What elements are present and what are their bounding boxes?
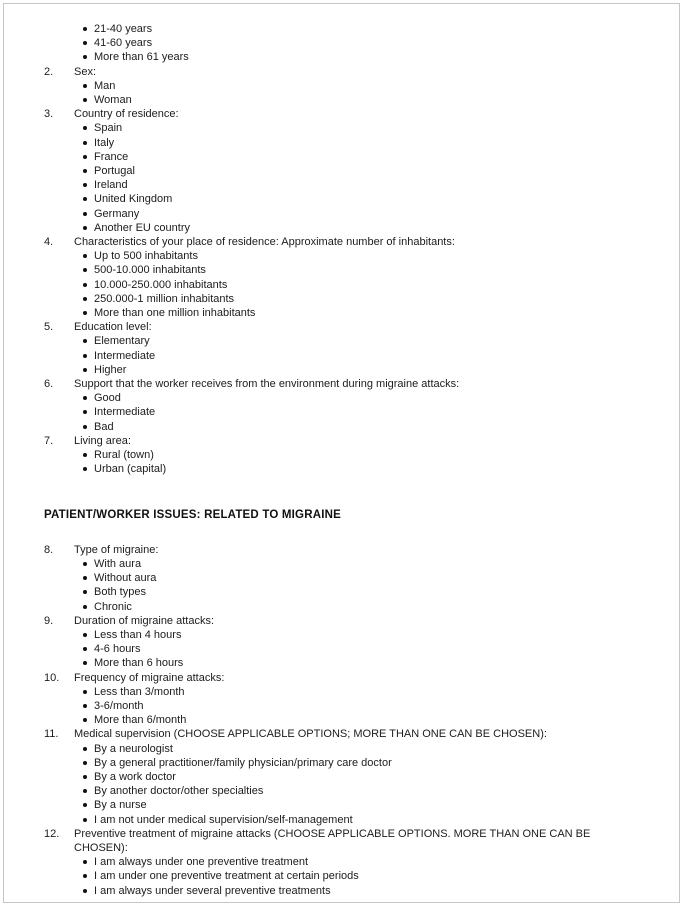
question-number: 5. xyxy=(44,321,54,334)
option-item xyxy=(82,713,649,727)
option-item xyxy=(82,448,649,462)
question-item xyxy=(44,727,649,741)
option-text: Germany xyxy=(94,207,140,220)
option-text: By another doctor/other specialties xyxy=(94,785,264,798)
question-item xyxy=(44,235,649,249)
option-item xyxy=(82,557,649,571)
option-text: 250.000-1 million inhabitants xyxy=(94,292,235,305)
option-item xyxy=(82,192,649,206)
question-item xyxy=(44,543,649,557)
option-text: 500-10.000 inhabitants xyxy=(94,264,206,277)
question-item xyxy=(44,614,649,628)
question-number: 2. xyxy=(44,65,54,78)
option-item xyxy=(82,798,649,812)
question-text: Type of migraine: xyxy=(74,543,159,556)
section-heading: PATIENT/WORKER ISSUES: RELATED TO MIGRAINE xyxy=(44,508,341,521)
option-item xyxy=(82,600,649,614)
option-text: Higher xyxy=(94,363,127,376)
option-item xyxy=(82,585,649,599)
option-text: Bad xyxy=(94,420,114,433)
question-item xyxy=(44,320,649,334)
question-text: Support that the worker receives from the environment during migraine attacks: xyxy=(74,378,460,391)
option-item xyxy=(82,462,649,476)
question-number: 3. xyxy=(44,108,54,121)
option-item xyxy=(82,121,649,135)
question-number: 6. xyxy=(44,378,54,391)
option-text: I am not under medical supervision/self-management xyxy=(94,813,353,826)
question-text: Preventive treatment of migraine attacks (CHOOSE APPLICABLE OPTIONS. MORE THAN ONE CAN BE CHOSEN): xyxy=(74,827,591,854)
option-text: Both types xyxy=(94,586,146,599)
option-text: By a general practitioner/family physician/primary care doctor xyxy=(94,756,392,769)
option-item xyxy=(82,93,649,107)
question-number: 10. xyxy=(44,671,60,684)
option-item xyxy=(82,391,649,405)
option-text: Spain xyxy=(94,122,123,135)
option-item xyxy=(82,770,649,784)
option-text: I am always under one preventive treatment xyxy=(94,856,309,869)
option-text: France xyxy=(94,150,129,163)
question-text: Characteristics of your place of residence: Approximate number of inhabitants: xyxy=(74,236,455,249)
option-text: More than 6 hours xyxy=(94,657,184,670)
question-item xyxy=(44,107,649,121)
option-item xyxy=(82,36,649,50)
option-item xyxy=(82,699,649,713)
question-number: 9. xyxy=(44,614,54,627)
option-item xyxy=(82,278,649,292)
option-item xyxy=(82,150,649,164)
option-item xyxy=(82,571,649,585)
option-item xyxy=(82,334,649,348)
question-item xyxy=(44,377,649,391)
option-text: Good xyxy=(94,392,121,405)
option-item xyxy=(82,136,649,150)
option-item xyxy=(82,420,649,434)
option-text: Less than 3/month xyxy=(94,685,185,698)
option-item xyxy=(82,79,649,93)
option-item xyxy=(82,263,649,277)
option-item xyxy=(82,869,649,883)
option-item xyxy=(82,306,649,320)
option-text: Up to 500 inhabitants xyxy=(94,250,198,263)
question-text: Duration of migraine attacks: xyxy=(74,614,215,627)
question-item xyxy=(44,827,649,855)
questionnaire xyxy=(4,4,679,898)
question-text: Education level: xyxy=(74,321,152,334)
option-text: Without aura xyxy=(94,572,157,585)
question-number: 7. xyxy=(44,434,54,447)
option-text: By a neurologist xyxy=(94,742,173,755)
option-item xyxy=(82,884,649,898)
option-text: Intermediate xyxy=(94,406,156,419)
option-text: Urban (capital) xyxy=(94,463,167,476)
option-text: 21-40 years xyxy=(94,23,153,35)
option-text: More than 6/month xyxy=(94,714,187,727)
option-item xyxy=(82,178,649,192)
option-text: With aura xyxy=(94,557,142,570)
option-item xyxy=(82,756,649,770)
option-text: By a nurse xyxy=(94,799,147,812)
option-text: Another EU country xyxy=(94,221,190,234)
question-item xyxy=(44,671,649,685)
question-number: 4. xyxy=(44,236,54,249)
option-item xyxy=(82,656,649,670)
question-item xyxy=(44,434,649,448)
question-text: Sex: xyxy=(74,65,97,78)
option-item xyxy=(82,349,649,363)
option-text: 4-6 hours xyxy=(94,643,141,656)
option-text: Ireland xyxy=(94,179,128,192)
option-item xyxy=(82,784,649,798)
option-text: 3-6/month xyxy=(94,699,144,712)
option-text: Rural (town) xyxy=(94,449,154,462)
question-item xyxy=(44,65,649,79)
option-item xyxy=(82,855,649,869)
option-text: Man xyxy=(94,79,116,92)
question-text: Frequency of migraine attacks: xyxy=(74,671,225,684)
option-item xyxy=(82,628,649,642)
question-number: 12. xyxy=(44,827,60,840)
question-text: Country of residence: xyxy=(74,108,179,121)
option-text: Chronic xyxy=(94,600,132,613)
option-text: United Kingdom xyxy=(94,193,173,206)
document-page xyxy=(3,3,680,903)
option-item xyxy=(82,685,649,699)
option-item xyxy=(82,405,649,419)
option-text: 41-60 years xyxy=(94,37,153,50)
option-item xyxy=(82,50,649,64)
option-text: I am always under several preventive treatments xyxy=(94,884,331,897)
option-text: More than 61 years xyxy=(94,51,189,64)
option-item xyxy=(82,22,649,36)
question-text: Medical supervision (CHOOSE APPLICABLE OPTIONS; MORE THAN ONE CAN BE CHOSEN): xyxy=(74,728,547,741)
option-text: Elementary xyxy=(94,335,150,348)
question-number: 11. xyxy=(44,728,59,741)
option-item xyxy=(82,164,649,178)
option-text: Italy xyxy=(94,136,115,149)
option-text: Intermediate xyxy=(94,349,156,362)
option-item xyxy=(82,221,649,235)
option-text: I am under one preventive treatment at certain periods xyxy=(94,870,359,883)
option-item xyxy=(82,642,649,656)
option-item xyxy=(82,813,649,827)
option-text: Portugal xyxy=(94,165,135,178)
option-item xyxy=(82,249,649,263)
option-text: Less than 4 hours xyxy=(94,628,182,641)
option-text: More than one million inhabitants xyxy=(94,307,256,320)
option-item xyxy=(82,363,649,377)
option-text: 10.000-250.000 inhabitants xyxy=(94,278,228,291)
question-number: 8. xyxy=(44,543,54,556)
option-text: Woman xyxy=(94,94,132,107)
option-item xyxy=(82,207,649,221)
option-item xyxy=(82,292,649,306)
question-text: Living area: xyxy=(74,434,131,447)
option-item xyxy=(82,742,649,756)
option-text: By a work doctor xyxy=(94,770,176,783)
